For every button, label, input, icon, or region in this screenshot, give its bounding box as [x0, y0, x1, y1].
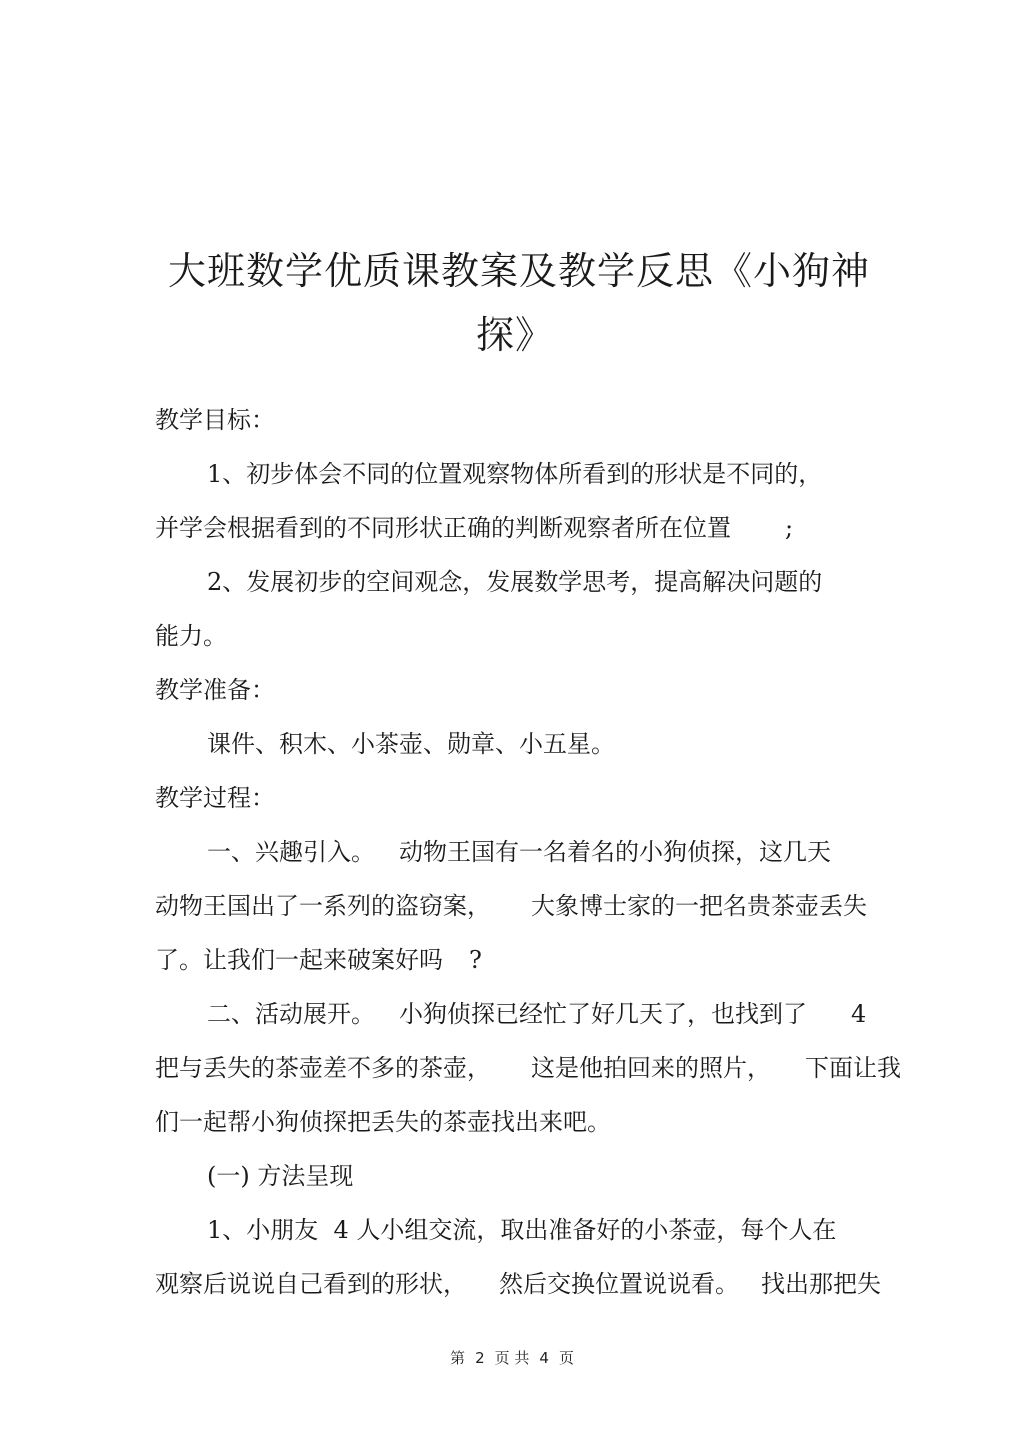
step-1-heading: 一、兴趣引入。 — [207, 838, 375, 866]
step-1-line-1 — [207, 836, 831, 868]
prep-items: 课件、积木、小茶壶、勋章、小五星。 — [207, 730, 615, 758]
step-2-line-1 — [207, 998, 866, 1030]
sub-1-item-1-line-2-a: 观察后说说自己看到的形状， — [155, 1270, 467, 1298]
footer-suffix: 页 — [558, 1349, 574, 1367]
step-2-line-3: 们一起帮小狗侦探把丢失的茶壶找出来吧。 — [155, 1108, 611, 1136]
step-2-line-2 — [155, 1052, 901, 1084]
goals-heading: 教学目标： — [155, 406, 275, 434]
footer-page-number: 2 — [475, 1349, 485, 1367]
step-1-line-3-a: 了。让我们一起来破案好吗 — [155, 946, 443, 974]
sub-1-item-1-line-2 — [155, 1268, 881, 1300]
page-footer — [0, 1348, 1024, 1368]
step-1-line-2-a: 动物王国出了一系列的盗窃案， — [155, 892, 491, 920]
step-1-line-3-b: ? — [469, 946, 482, 974]
prep-heading: 教学准备： — [155, 676, 275, 704]
step-2-number: 4 — [851, 1000, 867, 1028]
footer-mid: 页 共 — [494, 1349, 530, 1367]
step-2-line-2-b: 这是他拍回来的照片， — [531, 1054, 771, 1082]
goal-1-line-2-end: ; — [785, 514, 794, 542]
step-1-line-3 — [155, 944, 482, 976]
sub-1-item-1-line-2-c: 找出那把失 — [761, 1270, 881, 1298]
goal-1-line-2-text: 并学会根据看到的不同形状正确的判断观察者所在位置 — [155, 514, 731, 542]
step-1-text: 动物王国有一名着名的小狗侦探，这几天 — [399, 838, 831, 866]
sub-1-item-1-line-1: 1、小朋友 4 人小组交流，取出准备好的小茶壶，每个人在 — [207, 1216, 837, 1244]
step-2-line-2-c: 下面让我 — [805, 1054, 901, 1082]
goal-1-line-1: 1、初步体会不同的位置观察物体所看到的形状是不同的， — [207, 460, 823, 488]
step-2-text: 小狗侦探已经忙了好几天了，也找到了 — [399, 1000, 807, 1028]
sub-1-heading: (一) 方法呈现 — [207, 1162, 354, 1190]
process-heading: 教学过程： — [155, 784, 275, 812]
goal-2-line-2: 能力。 — [155, 622, 227, 650]
step-1-line-2-b: 大象博士家的一把名贵茶壶丢失 — [531, 892, 867, 920]
goal-2-line-1: 2、发展初步的空间观念，发展数学思考，提高解决问题的 — [207, 568, 823, 596]
goal-1-line-2 — [155, 512, 793, 544]
footer-prefix: 第 — [450, 1349, 466, 1367]
step-2-line-2-a: 把与丢失的茶壶差不多的茶壶， — [155, 1054, 491, 1082]
sub-1-item-1-line-2-b: 然后交换位置说说看。 — [499, 1270, 739, 1298]
page-title-line-2: 探》 — [476, 313, 555, 357]
page-title-line-1: 大班数学优质课教案及教学反思《小狗神 — [168, 249, 871, 293]
footer-total-pages: 4 — [539, 1349, 549, 1367]
step-2-heading: 二、活动展开。 — [207, 1000, 375, 1028]
step-1-line-2 — [155, 890, 867, 922]
